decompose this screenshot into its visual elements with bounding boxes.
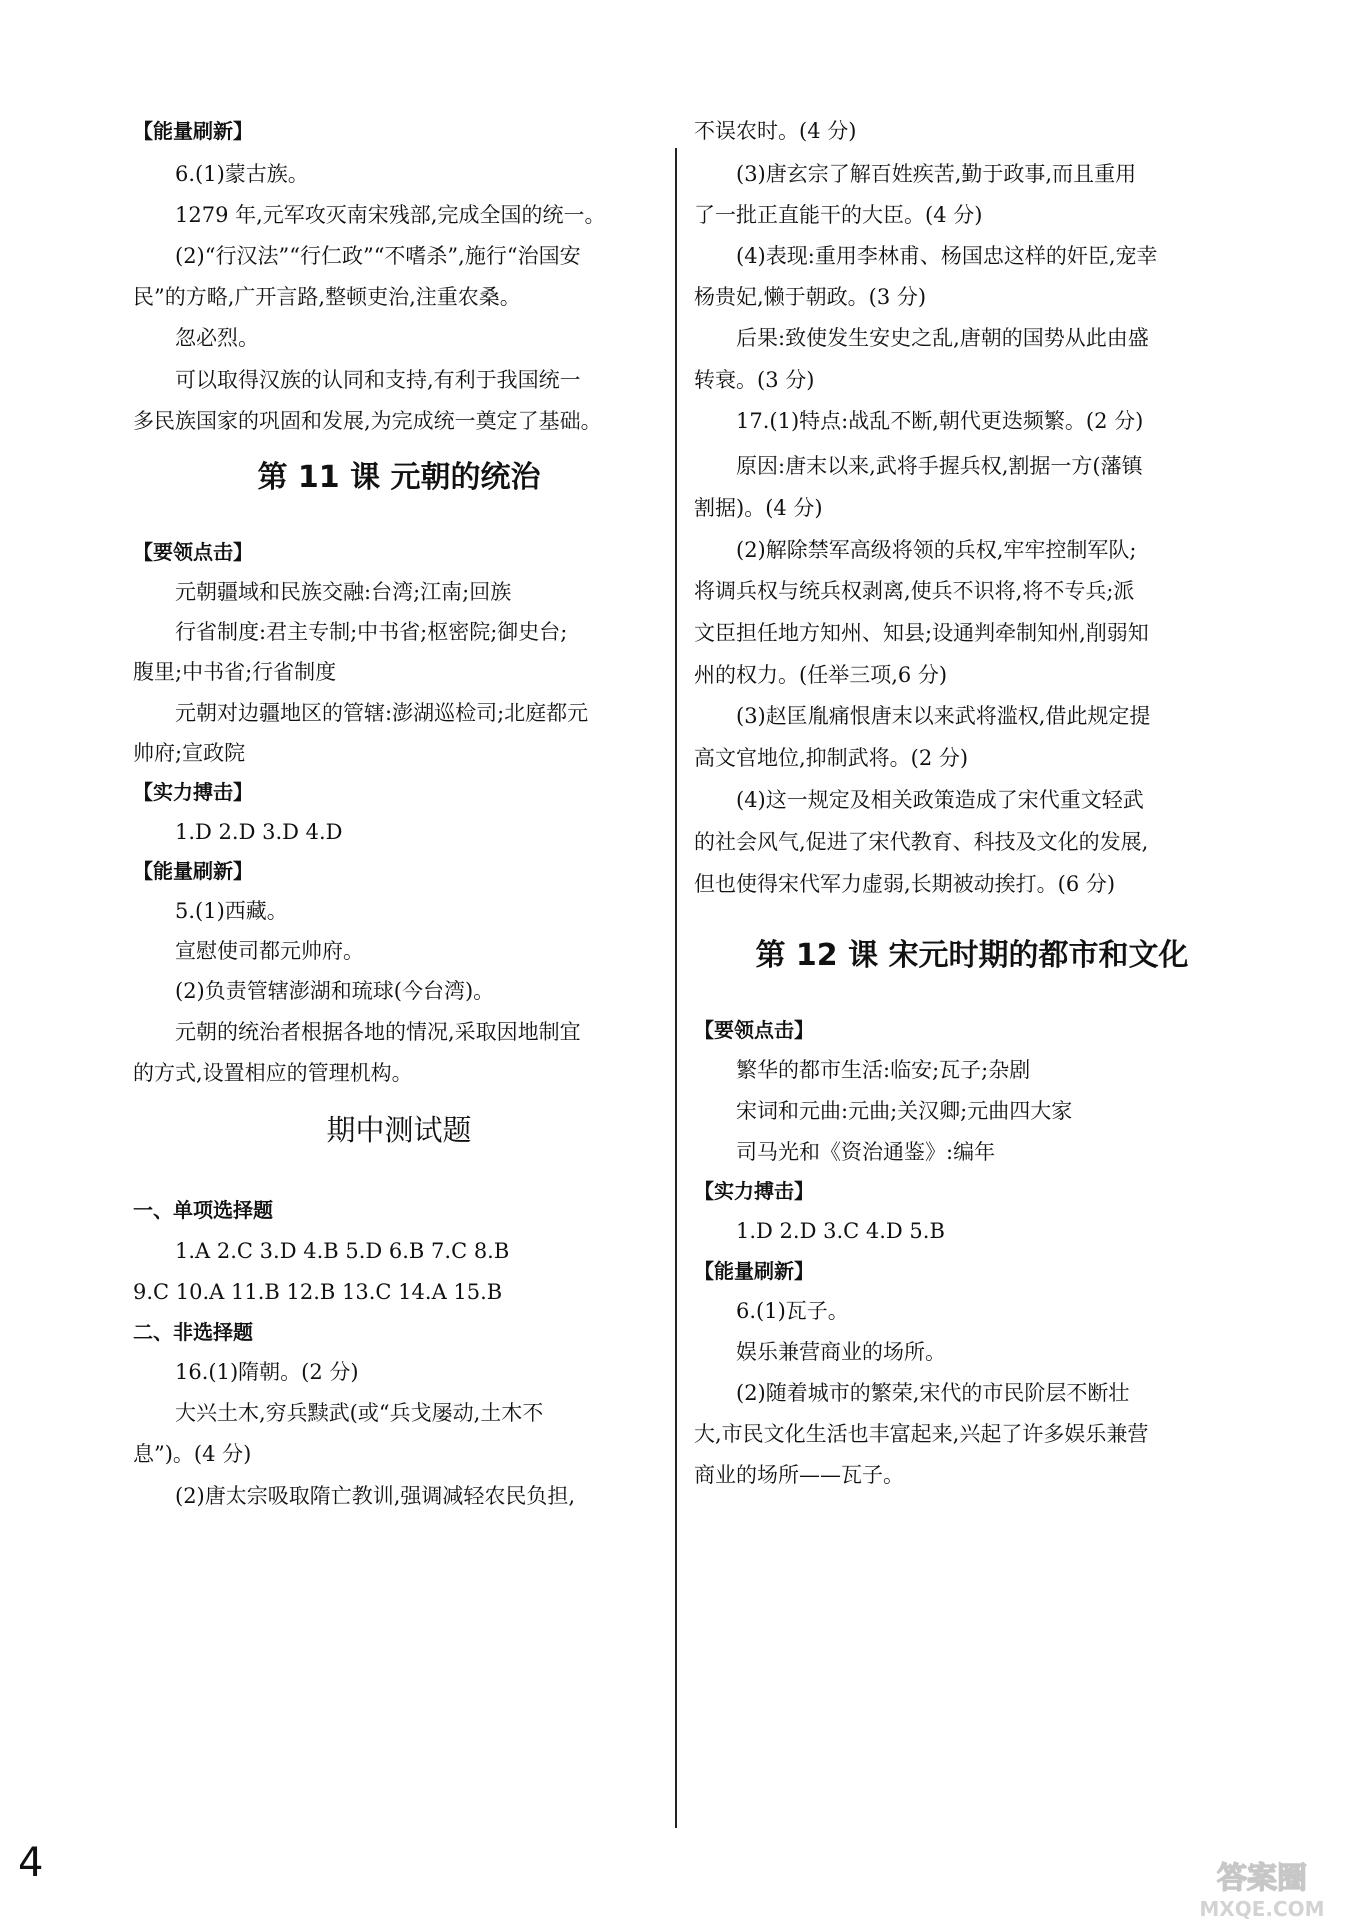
answer-line: 1.D 2.D 3.C 4.D 5.B [736,1219,945,1243]
section-tag: 【能量刷新】 [133,119,253,143]
answer-line: 腹里;中书省;行省制度 [133,660,337,684]
answer-line: 杨贵妃,懒于朝政。(3 分) [694,285,927,309]
answer-line: 元朝对边疆地区的管辖:澎湖巡检司;北庭都元 [175,701,589,725]
answer-line: (4)这一规定及相关政策造成了宋代重文轻武 [736,788,1144,812]
answer-line: 1279 年,元军攻灭南宋残部,完成全国的统一。 [175,203,606,227]
answer-line: 6.(1)瓦子。 [736,1299,849,1323]
answer-line: (4)表现:重用李林甫、杨国忠这样的奸臣,宠幸 [736,244,1158,268]
answer-line: 繁华的都市生活:临安;瓦子;杂剧 [736,1058,1031,1082]
watermark-url: MXQE.COM [1199,1897,1325,1921]
answer-line: 割据)。(4 分) [694,496,823,520]
section-tag: 【要领点击】 [133,540,253,564]
answer-line: 商业的场所——瓦子。 [694,1463,904,1487]
answer-line: 转衰。(3 分) [694,368,815,392]
answer-line: 5.(1)西藏。 [175,899,288,923]
section-tag: 【要领点击】 [694,1018,814,1042]
answer-line: 宣慰使司都元帅府。 [175,939,364,963]
answer-line: (2)唐太宗吸取隋亡教训,强调减轻农民负担, [175,1484,576,1508]
answer-line: 文臣担任地方知州、知县;设通判牵制知州,削弱知 [694,621,1149,645]
answer-line: 17.(1)特点:战乱不断,朝代更迭频繁。(2 分) [736,409,1144,433]
answer-line: 息”)。(4 分) [133,1442,252,1466]
answer-line: 原因:唐末以来,武将手握兵权,割据一方(藩镇 [736,454,1143,478]
section-tag: 【实力搏击】 [133,780,253,804]
answer-line: 州的权力。(任举三项,6 分) [694,663,948,687]
answer-line: 1.A 2.C 3.D 4.B 5.D 6.B 7.C 8.B [175,1239,510,1263]
answer-line: 元朝的统治者根据各地的情况,采取因地制宜 [175,1020,581,1044]
watermark-logo [1177,1852,1347,1922]
answer-line: 司马光和《资治通鉴》:编年 [736,1140,996,1164]
answer-line: 16.(1)隋朝。(2 分) [175,1360,359,1384]
lesson-11-title: 第 11 课 元朝的统治 [257,460,541,495]
answer-line: (3)唐玄宗了解百姓疾苦,勤于政事,而且重用 [736,162,1137,186]
answer-line: (3)赵匡胤痛恨唐末以来武将滥权,借此规定提 [736,704,1151,728]
answer-line: 的方式,设置相应的管理机构。 [133,1061,413,1085]
answer-line: 大兴土木,穷兵黩武(或“兵戈屡动,土木不 [175,1401,544,1425]
answer-line: (2)随着城市的繁荣,宋代的市民阶层不断壮 [736,1381,1130,1405]
answer-line: 忽必烈。 [175,326,259,350]
answer-line: 可以取得汉族的认同和支持,有利于我国统一 [175,368,581,392]
answer-line: 1.D 2.D 3.D 4.D [175,820,343,844]
midterm-title: 期中测试题 [326,1113,472,1147]
answer-line: 宋词和元曲:元曲;关汉卿;元曲四大家 [736,1099,1073,1123]
answer-line: 大,市民文化生活也丰富起来,兴起了许多娱乐兼营 [694,1422,1149,1446]
answer-line: 了一批正直能干的大臣。(4 分) [694,203,983,227]
answer-line: (2)解除禁军高级将领的兵权,牢牢控制军队; [736,538,1137,562]
answer-line: 多民族国家的巩固和发展,为完成统一奠定了基础。 [133,409,602,433]
answer-line: 帅府;宣政院 [133,741,246,765]
column-divider [675,148,677,1828]
answer-line: (2)“行汉法”“行仁政”“不嗜杀”,施行“治国安 [175,244,581,268]
lesson-12-title: 第 12 课 宋元时期的都市和文化 [755,938,1189,973]
page-number: 4 [18,1840,44,1886]
answer-line: 娱乐兼营商业的场所。 [736,1340,946,1364]
section-heading: 一、单项选择题 [133,1198,273,1222]
answer-line: 9.C 10.A 11.B 12.B 13.C 14.A 15.B [133,1280,503,1304]
answer-line: 高文官地位,抑制武将。(2 分) [694,746,969,770]
answer-line: 将调兵权与统兵权剥离,使兵不识将,将不专兵;派 [694,579,1135,603]
section-heading: 二、非选择题 [133,1320,253,1344]
answer-line: 民”的方略,广开言路,整顿吏治,注重农桑。 [133,285,521,309]
answer-line: 行省制度:君主专制;中书省;枢密院;御史台; [175,620,568,644]
answer-line: 元朝疆域和民族交融:台湾;江南;回族 [175,580,512,604]
section-tag: 【能量刷新】 [694,1259,814,1283]
answer-line: (2)负责管辖澎湖和琉球(今台湾)。 [175,979,495,1003]
answer-line: 不误农时。(4 分) [694,119,857,143]
section-tag: 【能量刷新】 [133,859,253,883]
answer-line: 的社会风气,促进了宋代教育、科技及文化的发展, [694,830,1149,854]
answer-line: 6.(1)蒙古族。 [175,162,309,186]
section-tag: 【实力搏击】 [694,1179,814,1203]
answer-line: 后果:致使发生安史之乱,唐朝的国势从此由盛 [736,326,1149,350]
watermark-text: 答案圈 [1217,1861,1307,1896]
answer-line: 但也使得宋代军力虚弱,长期被动挨打。(6 分) [694,872,1116,896]
